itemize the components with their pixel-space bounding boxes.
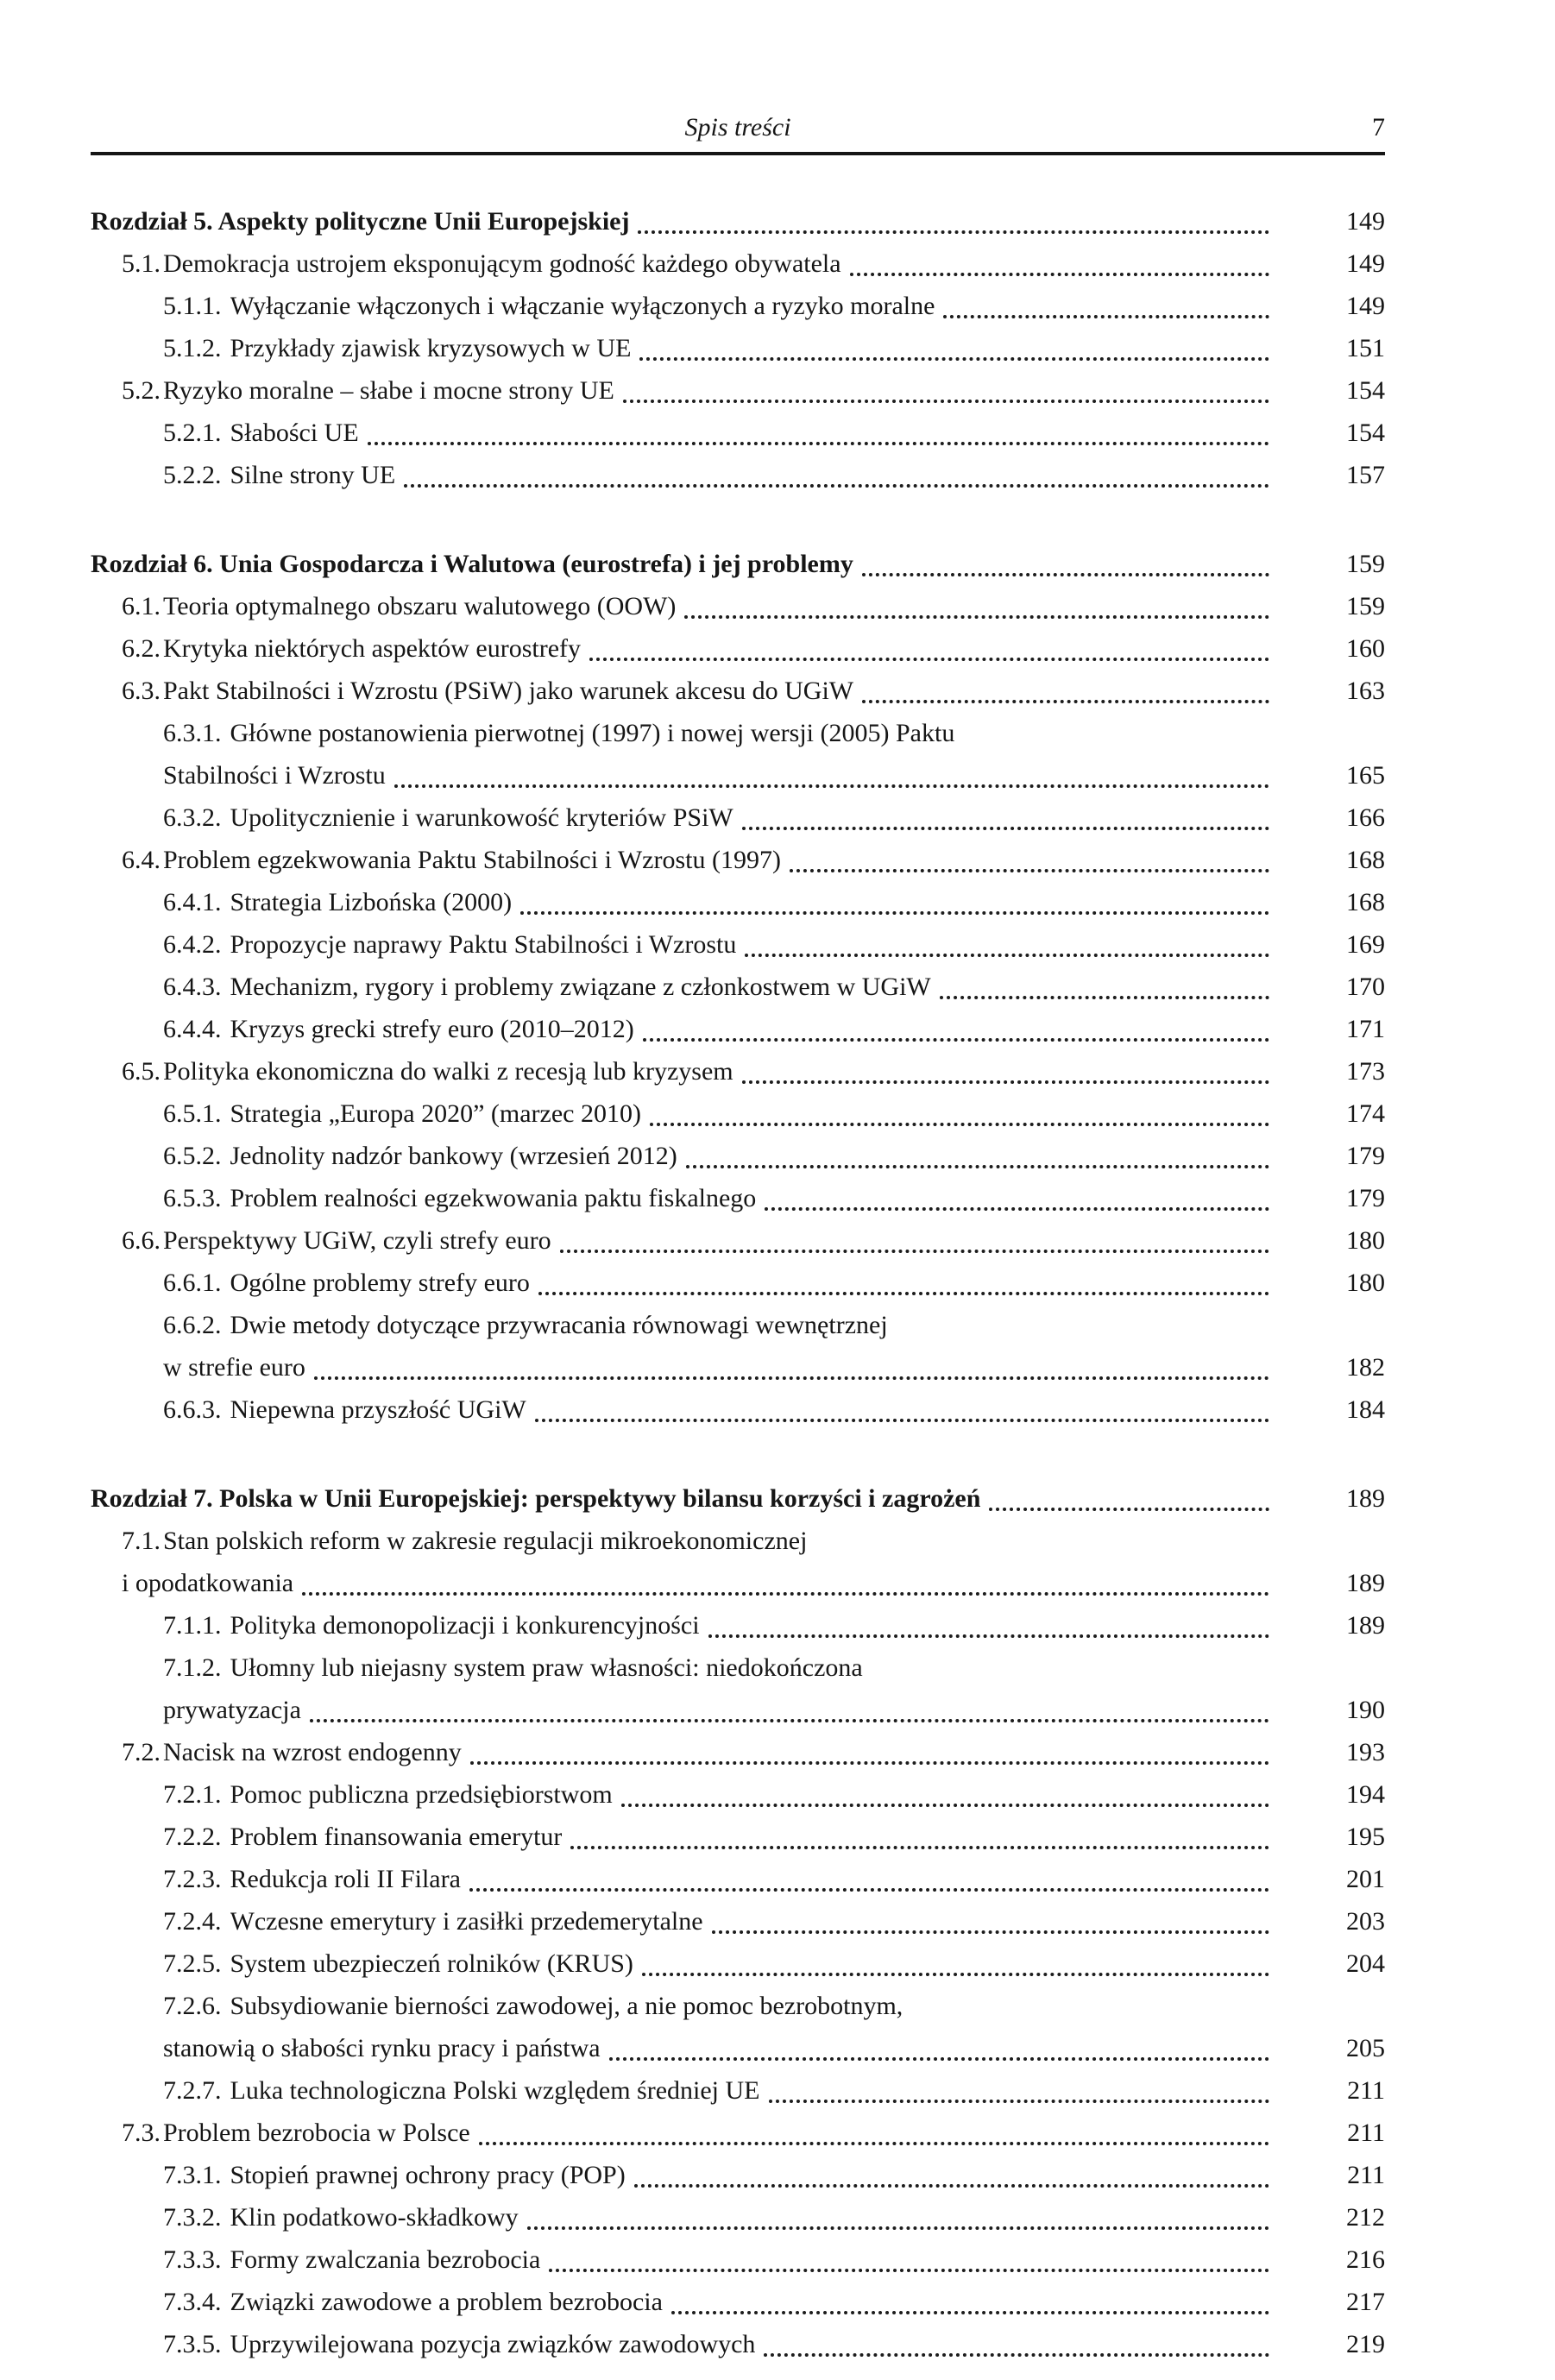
entry-title: Formy zwalczania bezrobocia	[230, 2245, 541, 2274]
entry-title: Rozdział 6. Unia Gospodarcza i Walutowa (eurostrefa) i jej problemy	[91, 550, 853, 578]
entry-number: 6.5.2.	[163, 1142, 222, 1170]
entry-page: 169	[1346, 930, 1385, 959]
entry-page: 160	[1346, 634, 1385, 663]
toc-entry	[91, 2112, 1385, 2154]
toc-entry	[91, 2238, 1385, 2281]
entry-number: 7.1.2.	[163, 1653, 222, 1682]
entry-number: 7.2.1.	[163, 1780, 222, 1809]
entry-title: Związki zawodowe a problem bezrobocia	[230, 2288, 663, 2316]
entry-page: 203	[1346, 1907, 1385, 1936]
dot-leader	[308, 1689, 1271, 1731]
entry-number: 6.2.	[122, 634, 161, 663]
entry-title: System ubezpieczeń rolników (KRUS)	[230, 1949, 633, 1978]
entry-number: 7.3.2.	[163, 2203, 222, 2232]
entry-title: Niepewna przyszłość UGiW	[230, 1395, 526, 1424]
entry-title: Strategia „Europa 2020” (marzec 2010)	[230, 1099, 641, 1128]
toc-list	[91, 200, 1385, 2365]
entry-page: 166	[1346, 803, 1385, 832]
entry-page: 163	[1346, 677, 1385, 705]
entry-page: 180	[1346, 1269, 1385, 1297]
entry-number: 7.2.7.	[163, 2076, 222, 2105]
dot-leader	[638, 327, 1271, 369]
dot-leader	[710, 1900, 1271, 1942]
dot-leader	[763, 1177, 1271, 1219]
entry-title: Słabości UE	[230, 419, 359, 447]
entry-title: w strefie euro	[163, 1353, 305, 1382]
entry-page: 174	[1346, 1099, 1385, 1128]
dot-leader	[312, 1346, 1271, 1388]
entry-number: 7.2.4.	[163, 1907, 222, 1936]
entry-page: 157	[1346, 461, 1385, 489]
entry-number: 6.6.	[122, 1226, 161, 1255]
entry-number: 6.6.1.	[163, 1269, 222, 1297]
entry-number: 7.1.	[122, 1527, 161, 1555]
dot-leader	[402, 454, 1271, 496]
dot-leader	[767, 2069, 1272, 2112]
page-number: 7	[1372, 113, 1386, 142]
entry-page: 182	[1346, 1353, 1385, 1382]
entry-page: 149	[1346, 207, 1385, 236]
dot-leader	[569, 1816, 1271, 1858]
dot-leader	[366, 412, 1271, 454]
dot-leader	[608, 2027, 1271, 2069]
entry-title: Pomoc publiczna przedsiębiorstwom	[230, 1780, 613, 1809]
entry-title: stanowią o słabości rynku pracy i państwa	[163, 2034, 601, 2062]
header-rule	[91, 152, 1385, 155]
entry-page: 190	[1346, 1696, 1385, 1724]
dot-leader	[393, 754, 1271, 796]
entry-title: i opodatkowania	[122, 1569, 294, 1597]
entry-title: Ułomny lub niejasny system praw własności: niedokończona	[230, 1653, 863, 1682]
toc-entry	[91, 327, 1385, 369]
running-head-title: Spis treści	[684, 113, 791, 142]
entry-number: 5.2.2.	[163, 461, 222, 489]
entry-page: 149	[1346, 249, 1385, 278]
entry-title: Polityka demonopolizacji i konkurencyjności	[230, 1611, 700, 1640]
toc-entry	[91, 1177, 1385, 1219]
dot-leader	[743, 923, 1271, 966]
dot-leader	[648, 1092, 1271, 1135]
entry-number: 5.1.	[122, 249, 161, 278]
entry-title: Redukcja roli II Filara	[230, 1865, 461, 1893]
entry-page: 171	[1346, 1015, 1385, 1043]
entry-title: Rozdział 7. Polska w Unii Europejskiej: perspektywy bilansu korzyści i zagrożeń	[91, 1484, 981, 1513]
toc-entry	[91, 1388, 1385, 1431]
entry-title: Ryzyko moralne – słabe i mocne strony UE	[163, 376, 614, 405]
toc-entry-continuation	[91, 1346, 1385, 1388]
dot-leader	[633, 2154, 1271, 2196]
entry-page: 170	[1346, 973, 1385, 1001]
toc-entry	[91, 585, 1385, 627]
entry-page: 180	[1346, 1226, 1385, 1255]
chapter	[91, 543, 1385, 1431]
dot-leader	[636, 200, 1271, 242]
toc-entry	[91, 1900, 1385, 1942]
toc-entry	[91, 1604, 1385, 1646]
entry-page: 168	[1346, 846, 1385, 874]
entry-number: 6.4.3.	[163, 973, 222, 1001]
entry-number: 7.3.	[122, 2119, 161, 2147]
entry-title: Kryzys grecki strefy euro (2010–2012)	[230, 1015, 634, 1043]
entry-number: 7.2.	[122, 1738, 161, 1766]
dot-leader	[300, 1562, 1271, 1604]
toc-entry	[91, 1304, 1385, 1346]
entry-page: 173	[1346, 1057, 1385, 1086]
toc-entry	[91, 454, 1385, 496]
entry-number: 7.3.5.	[163, 2330, 222, 2358]
entry-title: Nacisk na wzrost endogenny	[163, 1738, 462, 1766]
entry-number: 7.2.5.	[163, 1949, 222, 1978]
entry-title: Mechanizm, rygory i problemy związane z członkostwem w UGiW	[230, 973, 931, 1001]
dot-leader	[641, 1008, 1271, 1050]
dot-leader	[848, 242, 1271, 285]
entry-number: 7.1.1.	[163, 1611, 222, 1640]
entry-page: 154	[1346, 376, 1385, 405]
entry-number: 6.4.	[122, 846, 161, 874]
entry-title: Silne strony UE	[230, 461, 396, 489]
toc-entry	[91, 1646, 1385, 1689]
entry-title: Problem realności egzekwowania paktu fiskalnego	[230, 1184, 757, 1212]
entry-number: 5.2.1.	[163, 419, 222, 447]
dot-leader	[620, 1773, 1271, 1816]
dot-leader	[987, 1477, 1271, 1520]
toc-entry	[91, 1135, 1385, 1177]
dot-leader	[519, 881, 1271, 923]
entry-number: 6.5.1.	[163, 1099, 222, 1128]
entry-number: 5.1.1.	[163, 292, 222, 320]
entry-title: Dwie metody dotyczące przywracania równowagi wewnętrznej	[230, 1311, 888, 1339]
entry-page: 168	[1346, 888, 1385, 916]
toc-entry	[91, 369, 1385, 412]
chapter-heading	[91, 543, 1385, 585]
entry-page: 149	[1346, 292, 1385, 320]
dot-leader	[558, 1219, 1271, 1262]
dot-leader	[860, 543, 1271, 585]
entry-page: 159	[1346, 592, 1385, 620]
entry-number: 6.4.4.	[163, 1015, 222, 1043]
entry-title: Uprzywilejowana pozycja związków zawodowych	[230, 2330, 756, 2358]
entry-title: Strategia Lizbońska (2000)	[230, 888, 513, 916]
toc-entry	[91, 242, 1385, 285]
toc-entry-continuation	[91, 2027, 1385, 2069]
toc-entry	[91, 1731, 1385, 1773]
dot-leader	[941, 285, 1271, 327]
entry-title: Jednolity nadzór bankowy (wrzesień 2012)	[230, 1142, 677, 1170]
chapter-heading	[91, 200, 1385, 242]
toc-entry	[91, 839, 1385, 881]
toc-entry	[91, 966, 1385, 1008]
entry-number: 6.6.3.	[163, 1395, 222, 1424]
dot-leader	[621, 369, 1271, 412]
toc-entry	[91, 923, 1385, 966]
entry-number: 6.3.2.	[163, 803, 222, 832]
entry-title: Perspektywy UGiW, czyli strefy euro	[163, 1226, 551, 1255]
toc-entry	[91, 1092, 1385, 1135]
toc-entry	[91, 1262, 1385, 1304]
dot-leader	[860, 670, 1271, 712]
entry-page: 179	[1346, 1142, 1385, 1170]
dot-leader	[762, 2323, 1271, 2365]
dot-leader	[938, 966, 1271, 1008]
dot-leader	[526, 2196, 1271, 2238]
toc-entry	[91, 1520, 1385, 1562]
dot-leader	[537, 1262, 1271, 1304]
toc-entry	[91, 412, 1385, 454]
entry-number: 6.3.1.	[163, 719, 222, 747]
entry-title: Krytyka niektórych aspektów eurostrefy	[163, 634, 582, 663]
entry-page: 189	[1346, 1484, 1385, 1513]
toc-entry	[91, 2154, 1385, 2196]
entry-page: 193	[1346, 1738, 1385, 1766]
entry-title: Klin podatkowo-składkowy	[230, 2203, 519, 2232]
chapter-heading	[91, 1477, 1385, 1520]
entry-page: 211	[1347, 2161, 1385, 2189]
entry-page: 195	[1346, 1823, 1385, 1851]
entry-number: 7.2.2.	[163, 1823, 222, 1851]
running-head	[91, 109, 1385, 147]
toc-entry	[91, 2069, 1385, 2112]
toc-entry-continuation	[91, 1562, 1385, 1604]
toc-entry-continuation	[91, 754, 1385, 796]
entry-title: Wyłączanie włączonych i włączanie wyłączonych a ryzyko moralne	[230, 292, 935, 320]
entry-page: 184	[1346, 1395, 1385, 1424]
dot-leader	[469, 1731, 1271, 1773]
entry-number: 7.2.6.	[163, 1992, 222, 2020]
dot-leader	[533, 1388, 1271, 1431]
toc-entry	[91, 1219, 1385, 1262]
page-header	[91, 109, 1385, 155]
entry-title: Stan polskich reform w zakresie regulacji mikroekonomicznej	[163, 1527, 808, 1555]
entry-title: Demokracja ustrojem eksponującym godność każdego obywatela	[163, 249, 841, 278]
toc-entry	[91, 881, 1385, 923]
toc-entry	[91, 1985, 1385, 2027]
entry-page: 179	[1346, 1184, 1385, 1212]
dot-leader	[477, 2112, 1271, 2154]
chapter	[91, 200, 1385, 496]
entry-title: Luka technologiczna Polski względem średniej UE	[230, 2076, 760, 2105]
dot-leader	[707, 1604, 1271, 1646]
toc-entry	[91, 1858, 1385, 1900]
toc-entry	[91, 1816, 1385, 1858]
entry-title: prywatyzacja	[163, 1696, 301, 1724]
dot-leader	[640, 1942, 1271, 1985]
entry-page: 212	[1346, 2203, 1385, 2232]
entry-title: Problem bezrobocia w Polsce	[163, 2119, 470, 2147]
dot-leader	[588, 627, 1271, 670]
entry-number: 6.1.	[122, 592, 161, 620]
dot-leader	[740, 796, 1271, 839]
entry-page: 189	[1346, 1569, 1385, 1597]
dot-leader	[468, 1858, 1271, 1900]
toc-entry	[91, 670, 1385, 712]
toc-entry	[91, 1942, 1385, 1985]
entry-number: 6.4.2.	[163, 930, 222, 959]
dot-leader	[683, 585, 1271, 627]
entry-page: 205	[1346, 2034, 1385, 2062]
entry-page: 154	[1346, 419, 1385, 447]
entry-number: 7.3.3.	[163, 2245, 222, 2274]
entry-number: 6.3.	[122, 677, 161, 705]
entry-page: 201	[1346, 1865, 1385, 1893]
dot-leader	[740, 1050, 1271, 1092]
entry-page: 165	[1346, 761, 1385, 790]
entry-number: 5.1.2.	[163, 334, 222, 362]
entry-title: Upolitycznienie i warunkowość kryteriów PSiW	[230, 803, 733, 832]
entry-title: Wczesne emerytury i zasiłki przedemerytalne	[230, 1907, 703, 1936]
entry-title: Pakt Stabilności i Wzrostu (PSiW) jako warunek akcesu do UGiW	[163, 677, 854, 705]
entry-title: Propozycje naprawy Paktu Stabilności i Wzrostu	[230, 930, 737, 959]
dot-leader	[670, 2281, 1271, 2323]
chapter	[91, 1477, 1385, 2365]
dot-leader	[547, 2238, 1271, 2281]
entry-number: 6.6.2.	[163, 1311, 222, 1339]
entry-title: Polityka ekonomiczna do walki z recesją lub kryzysem	[163, 1057, 733, 1086]
entry-title: Rozdział 5. Aspekty polityczne Unii Europejskiej	[91, 207, 630, 236]
toc-entry	[91, 712, 1385, 754]
entry-title: Problem finansowania emerytur	[230, 1823, 563, 1851]
dot-leader	[684, 1135, 1271, 1177]
toc-entry	[91, 1008, 1385, 1050]
entry-title: Stabilności i Wzrostu	[163, 761, 386, 790]
entry-title: Problem egzekwowania Paktu Stabilności i Wzrostu (1997)	[163, 846, 781, 874]
entry-number: 6.5.3.	[163, 1184, 222, 1212]
entry-title: Subsydiowanie bierności zawodowej, a nie pomoc bezrobotnym,	[230, 1992, 903, 2020]
entry-number: 7.3.1.	[163, 2161, 222, 2189]
entry-page: 159	[1346, 550, 1385, 578]
entry-title: Teoria optymalnego obszaru walutowego (OOW)	[163, 592, 677, 620]
entry-page: 189	[1346, 1611, 1385, 1640]
entry-number: 5.2.	[122, 376, 161, 405]
entry-title: Główne postanowienia pierwotnej (1997) i nowej wersji (2005) Paktu	[230, 719, 955, 747]
entry-page: 151	[1346, 334, 1385, 362]
entry-page: 219	[1346, 2330, 1385, 2358]
toc-entry	[91, 1773, 1385, 1816]
toc-entry	[91, 1050, 1385, 1092]
entry-title: Ogólne problemy strefy euro	[230, 1269, 530, 1297]
header-spacer	[91, 109, 684, 147]
entry-number: 6.5.	[122, 1057, 161, 1086]
entry-page: 211	[1347, 2076, 1385, 2105]
toc-entry	[91, 627, 1385, 670]
entry-number: 6.4.1.	[163, 888, 222, 916]
entry-page: 217	[1346, 2288, 1385, 2316]
dot-leader	[788, 839, 1271, 881]
toc-entry	[91, 796, 1385, 839]
toc-entry	[91, 2196, 1385, 2238]
entry-number: 7.3.4.	[163, 2288, 222, 2316]
entry-number: 7.2.3.	[163, 1865, 222, 1893]
entry-page: 194	[1346, 1780, 1385, 1809]
entry-page: 211	[1347, 2119, 1385, 2147]
toc-entry-continuation	[91, 1689, 1385, 1731]
toc-entry	[91, 285, 1385, 327]
entry-page: 216	[1346, 2245, 1385, 2274]
toc-entry	[91, 2323, 1385, 2365]
entry-title: Przykłady zjawisk kryzysowych w UE	[230, 334, 632, 362]
entry-page: 204	[1346, 1949, 1385, 1978]
toc-entry	[91, 2281, 1385, 2323]
entry-title: Stopień prawnej ochrony pracy (POP)	[230, 2161, 626, 2189]
